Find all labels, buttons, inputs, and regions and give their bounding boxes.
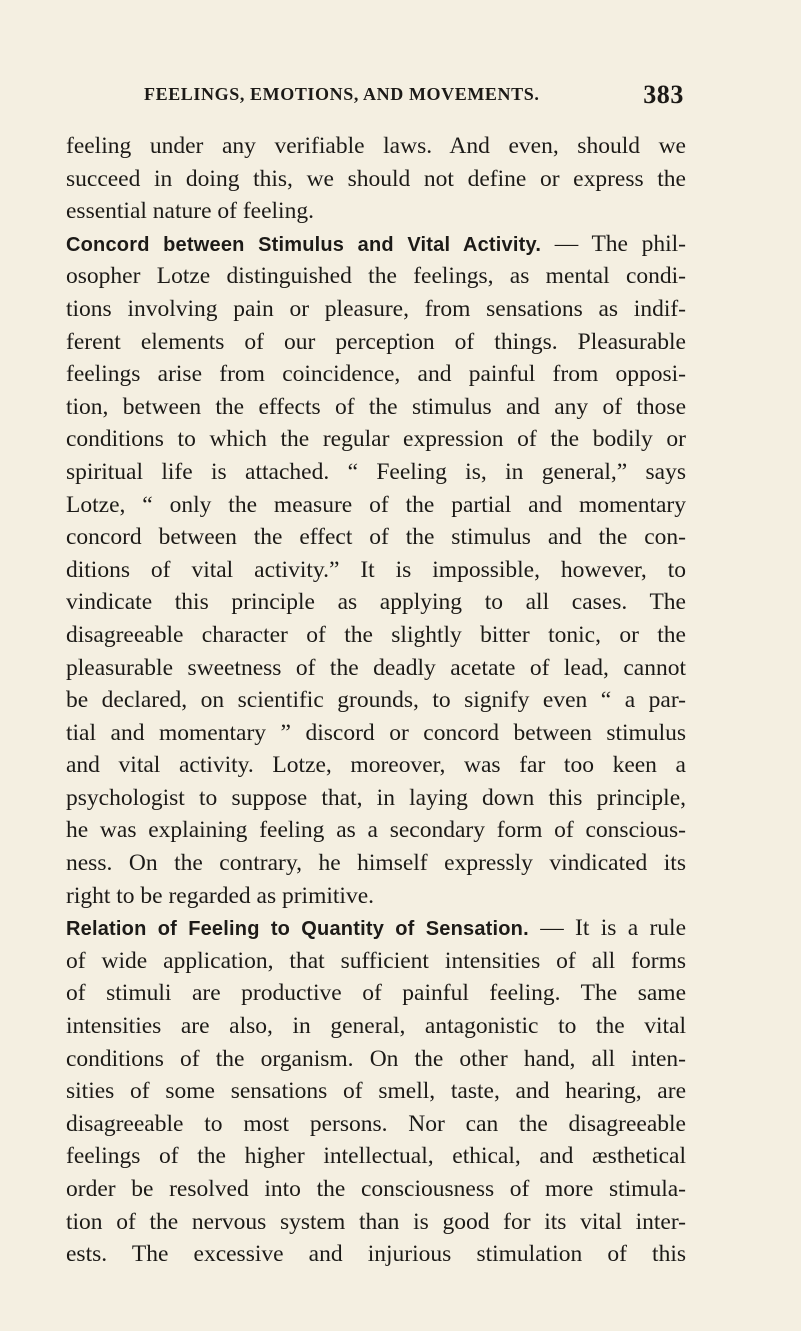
text-line: sities of some sensations of smell, taste, and hearing, are <box>66 1078 686 1105</box>
text-line: ditions of vital activity.” It is impossible, however, to <box>66 556 686 583</box>
text-line: be declared, on scientific grounds, to signify even “ a par- <box>66 687 686 714</box>
text-line: succeed in doing this, we should not define or express the <box>66 165 686 192</box>
running-header-title: FEELINGS, EMOTIONS, AND MOVEMENTS. <box>144 84 540 104</box>
text-line: conditions to which the regular expression of the bodily or <box>66 426 686 453</box>
text-line: osopher Lotze distinguished the feelings, as mental condi- <box>66 263 686 290</box>
section-heading-concord: Concord between Stimulus and Vital Activity. <box>66 233 542 256</box>
text-line: psychologist to suppose that, in laying down this principle, <box>66 784 686 811</box>
section-heading-continuation: — The phil- <box>541 230 686 257</box>
text-line: Lotze, “ only the measure of the partial and momentary <box>66 491 686 518</box>
text-line: tions involving pain or pleasure, from sensations as indif- <box>66 295 686 322</box>
section-concord <box>66 228 686 912</box>
paragraph-continuation <box>66 130 686 228</box>
running-header <box>144 80 684 110</box>
text-line: tion of the nervous system than is good for its vital inter- <box>66 1208 686 1235</box>
text-line: he was explaining feeling as a secondary form of conscious- <box>66 817 686 844</box>
text-line: tial and momentary ” discord or concord between stimulus <box>66 719 686 746</box>
text-line: ests. The excessive and injurious stimulation of this <box>66 1241 686 1268</box>
text-line: disagreeable character of the slightly bitter tonic, or the <box>66 621 686 648</box>
section-relation <box>66 912 686 1271</box>
text-line: feeling under any verifiable laws. And even, should we <box>66 133 686 159</box>
section-first-line <box>66 912 686 945</box>
text-line: pleasurable sweetness of the deadly acetate of lead, cannot <box>66 654 686 681</box>
text-line: order be resolved into the consciousness of more stimula- <box>66 1176 686 1202</box>
text-line: of wide application, that sufficient intensities of all forms <box>66 947 686 974</box>
text-line: vindicate this principle as applying to all cases. The <box>66 589 686 616</box>
text-line: conditions of the organism. On the other hand, all inten- <box>66 1045 686 1072</box>
text-line: right to be regarded as primitive. <box>66 882 375 909</box>
text-line: concord between the effect of the stimulus and the con- <box>66 524 686 551</box>
text-line: intensities are also, in general, antagonistic to the vital <box>66 1013 686 1040</box>
text-line: feelings arise from coincidence, and painful from opposi- <box>66 361 686 388</box>
section-first-line <box>66 228 686 261</box>
section-heading-relation: Relation of Feeling to Quantity of Sensation. <box>66 918 529 941</box>
text-line: feelings of the higher intellectual, ethical, and æsthetical <box>66 1143 686 1170</box>
text-line: of stimuli are productive of painful feeling. The same <box>66 980 686 1007</box>
text-line: disagreeable to most persons. Nor can the disagreeable <box>66 1110 686 1137</box>
text-line: essential nature of feeling. <box>66 198 314 225</box>
text-line: ferent elements of our perception of things. Pleasurable <box>66 328 686 355</box>
text-line: spiritual life is attached. “ Feeling is, in general,” says <box>66 458 686 485</box>
text-line: tion, between the effects of the stimulus and any of those <box>66 393 686 420</box>
text-line: and vital activity. Lotze, moreover, was far too keen a <box>66 752 686 779</box>
body-text <box>66 130 686 1271</box>
page-number: 383 <box>643 80 684 109</box>
text-line: ness. On the contrary, he himself expressly vindicated its <box>66 850 686 877</box>
section-heading-continuation: — It is a rule <box>528 915 686 942</box>
